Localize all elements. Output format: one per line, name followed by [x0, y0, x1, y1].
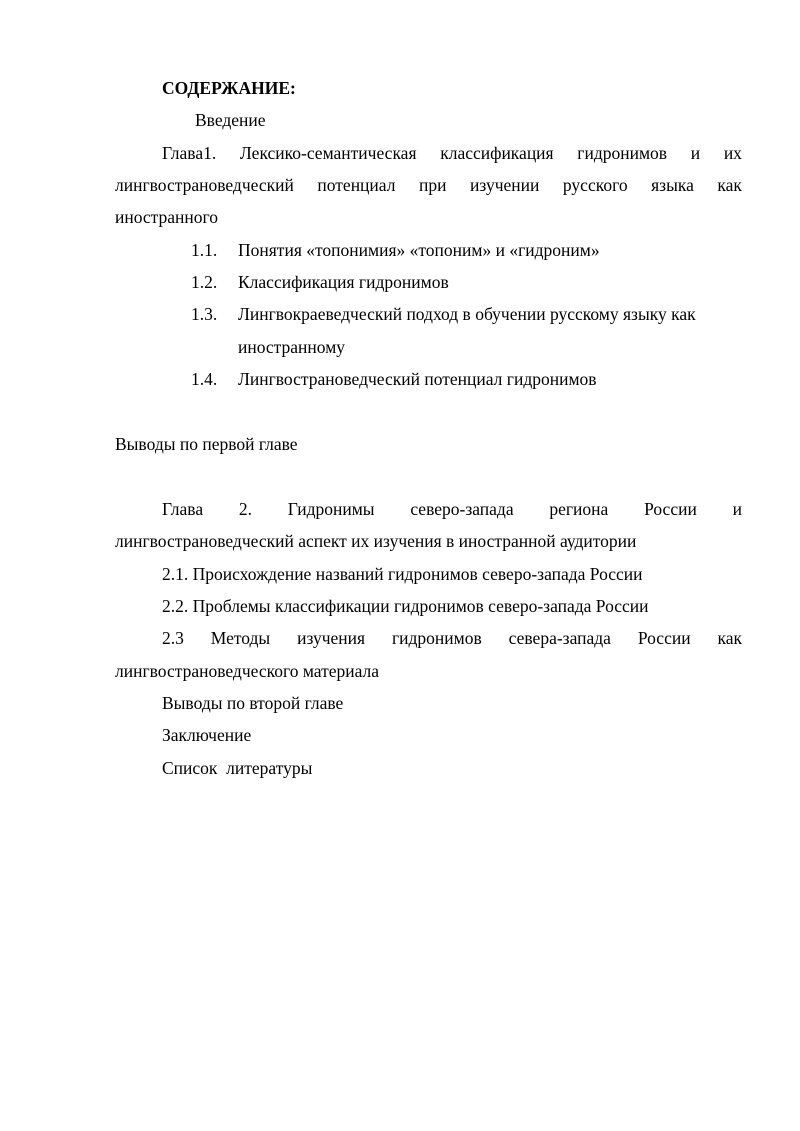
word: региона: [549, 499, 609, 519]
word: Лексико-семантическая: [239, 143, 417, 163]
word: Глава: [162, 499, 204, 519]
word: и: [732, 499, 742, 519]
word: при: [419, 175, 447, 195]
section-number: 1.4.: [191, 369, 218, 389]
chapter2-conclusions: Выводы по второй главе: [162, 693, 344, 713]
word: Гидронимы: [287, 499, 375, 519]
chapter2-title-line1: [162, 498, 742, 520]
word: лингвострановедческий: [115, 175, 294, 195]
toc-item-references: Список литературы: [162, 758, 313, 778]
chapter1-title-line3: иностранного: [115, 207, 219, 227]
chapter1-title-line2: [115, 174, 742, 196]
section-title: Лингвокраеведческий подход в обучении русскому языку как: [238, 304, 696, 324]
toc-item-conclusion: Заключение: [162, 725, 252, 745]
chapter2-section-3-line1: [162, 627, 742, 649]
word: их: [723, 143, 742, 163]
word: и: [690, 143, 701, 163]
section-number: 1.3.: [191, 304, 218, 324]
chapter2-section-2: 2.2. Проблемы классификации гидронимов северо-запада России: [162, 596, 649, 616]
word: Методы: [210, 628, 271, 648]
word: России: [637, 628, 691, 648]
word: Глава1.: [162, 143, 217, 163]
word: классификация: [440, 143, 554, 163]
word: России: [644, 499, 697, 519]
word: гидронимов: [577, 143, 668, 163]
word: изучения: [297, 628, 366, 648]
word: северо-запада: [410, 499, 514, 519]
word: 2.: [238, 499, 252, 519]
word: изучении: [470, 175, 540, 195]
section-title: Лингвострановедческий потенциал гидронимов: [238, 369, 597, 389]
word: как: [717, 175, 742, 195]
toc-item-intro: Введение: [195, 110, 266, 130]
section-number: 1.1.: [191, 240, 218, 260]
word: гидронимов: [391, 628, 482, 648]
word: 2.3: [162, 628, 184, 648]
word: севера-запада: [508, 628, 611, 648]
chapter2-section-1: 2.1. Происхождение названий гидронимов северо-запада России: [162, 564, 643, 584]
word: русского: [562, 175, 628, 195]
word: как: [717, 628, 742, 648]
word: потенциал: [317, 175, 396, 195]
section-title-continuation: иностранному: [238, 337, 346, 357]
section-title: Понятия «топонимия» «топоним» и «гидроним»: [238, 240, 600, 260]
chapter2-section-3-line2: лингвострановедческого материала: [115, 661, 380, 681]
toc-heading: СОДЕРЖАНИЕ:: [162, 78, 296, 98]
word: языка: [651, 175, 694, 195]
section-number: 1.2.: [191, 272, 218, 292]
chapter2-title-line2: лингвострановедческий аспект их изучения в иностранной аудитории: [115, 531, 637, 551]
section-title: Классификация гидронимов: [238, 272, 449, 292]
chapter1-title-line1: [162, 142, 742, 164]
chapter1-conclusions: Выводы по первой главе: [115, 434, 298, 454]
